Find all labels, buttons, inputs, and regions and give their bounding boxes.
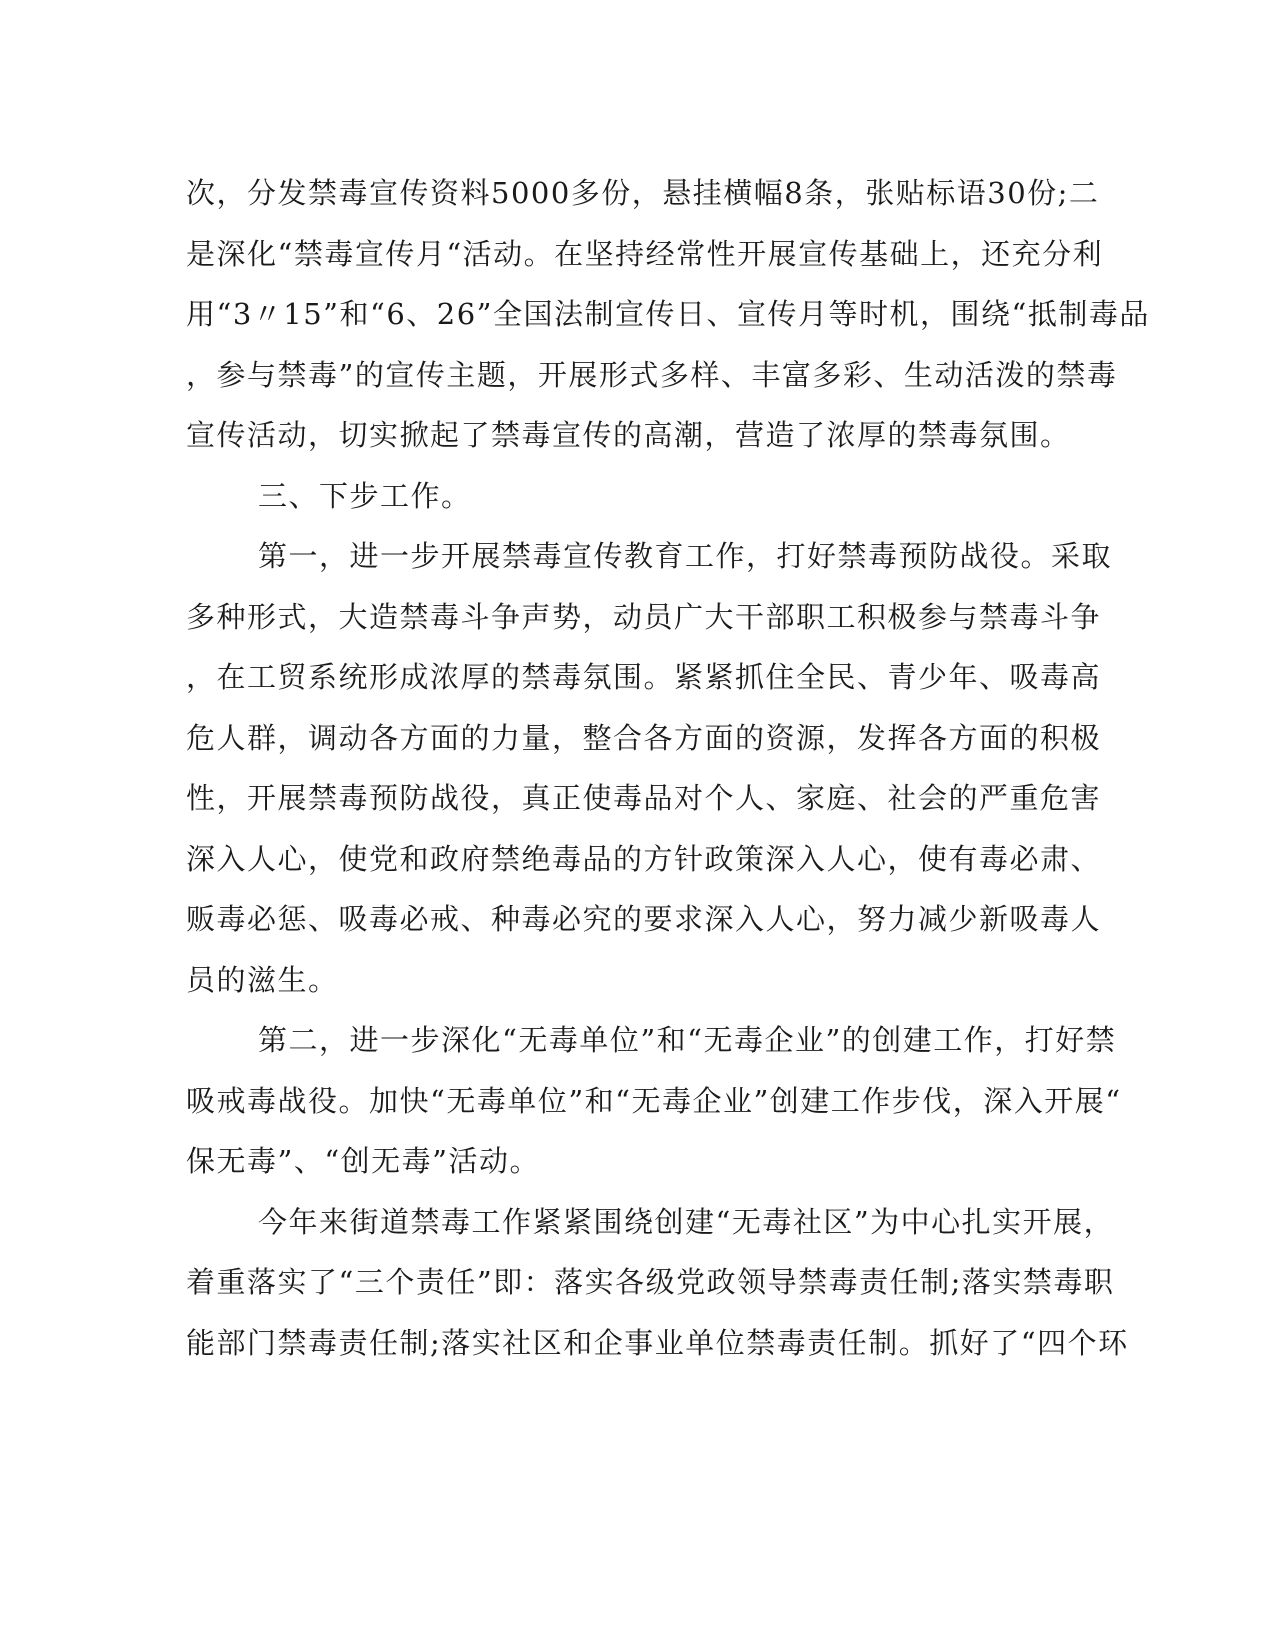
text-line: 第一，进一步开展禁毒宣传教育工作，打好禁毒预防战役。采取 <box>258 539 1113 573</box>
text-line: 第二，进一步深化“无毒单位”和“无毒企业”的创建工作，打好禁 <box>258 1023 1117 1057</box>
text-line: ，在工贸系统形成浓厚的禁毒氛围。紧紧抓住全民、青少年、吸毒高 <box>186 660 1102 694</box>
text-line: 深入人心，使党和政府禁绝毒品的方针政策深入人心，使有毒必肃、 <box>186 841 1102 876</box>
section-heading: 三、下步工作。 <box>258 478 472 513</box>
text-line: 危人群，调动各方面的力量，整合各方面的资源，发挥各方面的积极 <box>186 720 1102 755</box>
text-line: 今年来街道禁毒工作紧紧围绕创建“无毒社区”为中心扎实开展， <box>258 1204 1115 1239</box>
text-line: 着重落实了“三个责任”即：落实各级党政领导禁毒责任制;落实禁毒职 <box>186 1265 1115 1299</box>
text-line: 性，开展禁毒预防战役，真正使毒品对个人、家庭、社会的严重危害 <box>186 781 1102 815</box>
text-line: ，参与禁毒”的宣传主题，开展形式多样、丰富多彩、生动活泼的禁毒 <box>186 357 1118 392</box>
text-line: 吸戒毒战役。加快“无毒单位”和“无毒企业”创建工作步伐，深入开展“ <box>186 1083 1122 1118</box>
text-line: 次，分发禁毒宣传资料5000多份，悬挂横幅8条，张贴标语30份;二 <box>186 176 1100 210</box>
text-line: 能部门禁毒责任制;落实社区和企事业单位禁毒责任制。抓好了“四个环 <box>186 1325 1129 1360</box>
text-line: 员的滋生。 <box>186 962 339 997</box>
text-line: 保无毒”、“创无毒”活动。 <box>186 1144 540 1178</box>
body-text <box>186 163 1150 1373</box>
text-line: 多种形式，大造禁毒斗争声势，动员广大干部职工积极参与禁毒斗争 <box>186 599 1102 634</box>
text-line: 是深化“禁毒宣传月“活动。在坚持经常性开展宣传基础上，还充分利 <box>186 236 1104 271</box>
text-line: 贩毒必惩、吸毒必戒、种毒必究的要求深入人心，努力减少新吸毒人 <box>186 902 1102 936</box>
text-line: 宣传活动，切实掀起了禁毒宣传的高潮，营造了浓厚的禁毒氛围。 <box>186 418 1071 452</box>
text-line: 用“3〃15”和“6、26”全国法制宣传日、宣传月等时机，围绕“抵制毒品 <box>186 297 1150 331</box>
